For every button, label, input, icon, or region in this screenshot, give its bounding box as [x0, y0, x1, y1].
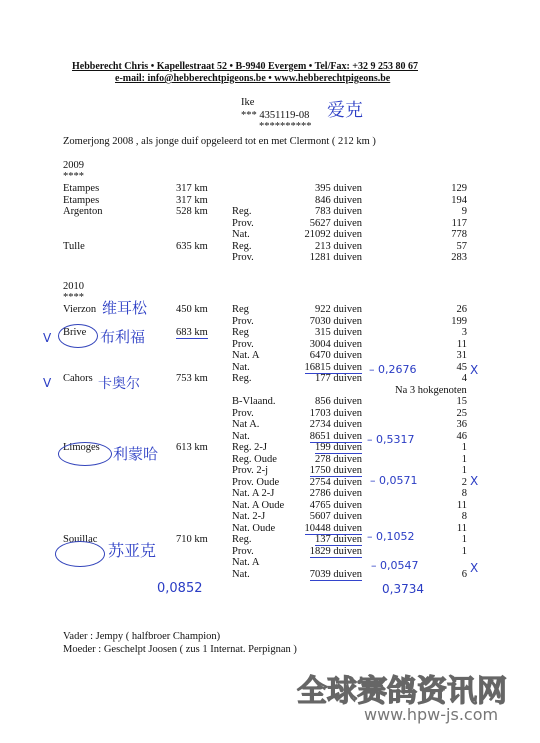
x-mark-3: X	[470, 561, 479, 575]
handwritten-limoges: 利蒙哈	[113, 445, 159, 463]
result-km: 528 km	[176, 206, 208, 217]
result-count: 315 duiven	[315, 327, 362, 338]
result-cat: Nat. A Oude	[232, 499, 285, 511]
x-mark-1: X	[470, 363, 479, 377]
result-count: 2786 duiven	[309, 488, 362, 499]
result-rank: 11	[456, 499, 467, 511]
result-place: Etampes	[63, 194, 100, 206]
coef-limoges-oude: – 0,1052	[367, 530, 415, 543]
result-rank: 45	[456, 361, 467, 373]
check-mark-brive: V	[43, 331, 52, 345]
result-rank: 15	[456, 396, 467, 407]
bird-ring: *** 4351119-08	[241, 110, 310, 121]
result-place: Argenton	[63, 206, 103, 217]
result-cat: Reg.	[232, 373, 252, 384]
result-place: Vierzon	[63, 304, 97, 315]
result-rank: 1	[461, 534, 467, 545]
result-count: 2734 duiven	[309, 419, 362, 430]
result-km: 683 km	[176, 327, 208, 338]
result-rank: 2	[461, 476, 467, 488]
result-cat: Prov.	[232, 338, 254, 350]
result-count: 199 duiven	[315, 442, 362, 453]
intro-text: Zomerjong 2008 , als jonge duif opgeleerd tot en met Clermont ( 212 km )	[63, 136, 376, 147]
result-km: 317 km	[176, 183, 208, 194]
handwritten-brive: 布利福	[100, 328, 146, 346]
result-cat: B-Vlaand.	[232, 396, 276, 407]
result-rank: 8	[461, 511, 467, 522]
result-cat: Reg.	[232, 534, 252, 545]
result-rank: 11	[456, 338, 467, 350]
result-count: 1281 duiven	[309, 252, 362, 263]
result-km: 635 km	[176, 240, 208, 252]
result-cat: Prov.	[232, 252, 254, 263]
coef-souillac-nat: 0,3734	[382, 582, 424, 596]
result-rank: 36	[456, 419, 467, 430]
coef-limoges: – 0,0571	[370, 474, 418, 487]
result-rank: 9	[461, 206, 467, 217]
result-count: 16815 duiven	[304, 361, 362, 373]
result-count: 213 duiven	[315, 240, 362, 252]
handwritten-bird-name: 爱克	[327, 100, 363, 121]
coef-cahors: – 0,5317	[367, 433, 415, 446]
result-cat: Prov.	[232, 545, 254, 557]
header-line-2: e-mail: info@hebberechtpigeons.be • www.hebberechtpigeons.be	[115, 73, 391, 84]
result-cat: Nat. A	[232, 557, 260, 568]
result-rank: 57	[456, 240, 467, 252]
result-cat: Nat. Oude	[232, 522, 276, 534]
circle-limoges	[58, 442, 112, 466]
result-count: 278 duiven	[315, 453, 362, 465]
watermark-title: 全球赛鸽资讯网	[297, 674, 507, 709]
result-count: 395 duiven	[315, 183, 362, 194]
result-rank: 8	[461, 488, 467, 499]
result-cat: Reg.	[232, 206, 252, 217]
result-count: 10448 duiven	[304, 522, 362, 534]
result-count: 846 duiven	[315, 194, 362, 206]
result-count: 8651 duiven	[309, 430, 362, 442]
year-2009: 2009	[63, 160, 84, 171]
result-cat: Reg. 2-J	[232, 442, 267, 453]
coef-souillac-prov: – 0,0547	[371, 559, 419, 572]
result-cat: Nat. 2-J	[232, 511, 266, 522]
moeder-line: Moeder : Geschelpt Joosen ( zus 1 Internat. Perpignan )	[63, 644, 297, 655]
result-count: 1829 duiven	[309, 545, 362, 557]
result-cat: Prov.	[232, 315, 254, 327]
circle-souillac	[55, 541, 105, 567]
result-rank: 6	[461, 568, 467, 580]
result-count: 7030 duiven	[309, 315, 362, 327]
bird-name: Ike	[241, 97, 255, 108]
result-km: 613 km	[176, 442, 208, 453]
result-count: 5627 duiven	[309, 217, 362, 229]
result-rank: 1	[461, 545, 467, 557]
result-count: 783 duiven	[315, 206, 362, 217]
result-rank: 4	[461, 373, 467, 384]
result-km: 710 km	[176, 534, 208, 545]
result-rank: 31	[456, 350, 467, 361]
result-count: 922 duiven	[315, 304, 362, 315]
result-cat: Reg.	[232, 240, 252, 252]
x-mark-2: X	[470, 474, 479, 488]
result-place: Etampes	[63, 183, 100, 194]
result-count: 5607 duiven	[309, 511, 362, 522]
result-rank: 1	[461, 465, 467, 476]
result-place: Souillac	[63, 534, 98, 545]
result-rank: 1	[461, 442, 467, 453]
result-rank: 25	[456, 407, 467, 419]
result-count: Na 3 hokgenoten	[395, 384, 467, 396]
coef-souillac-left: 0,0852	[157, 581, 203, 596]
result-place: Brive	[63, 327, 87, 338]
coef-brive: – 0,2676	[369, 363, 417, 376]
result-cat: Nat.	[232, 361, 250, 373]
result-count: 7039 duiven	[309, 568, 362, 580]
header-line-1: Hebberecht Chris • Kapellestraat 52 • B-9940 Evergem • Tel/Fax: +32 9 253 80 67	[72, 61, 418, 72]
result-rank: 117	[451, 217, 467, 229]
result-rank: 26	[456, 304, 467, 315]
result-place: Limoges	[63, 442, 100, 453]
handwritten-cahors: 卡奥尔	[98, 376, 140, 392]
result-count: 4765 duiven	[309, 499, 362, 511]
result-rank: 3	[461, 327, 467, 338]
result-cat: Nat.	[232, 568, 250, 580]
result-count: 6470 duiven	[309, 350, 362, 361]
result-count: 3004 duiven	[309, 338, 362, 350]
result-rank: 283	[451, 252, 467, 263]
watermark-url: www.hpw-js.com	[364, 705, 499, 724]
result-count: 1703 duiven	[309, 407, 362, 419]
result-rank: 778	[451, 229, 467, 240]
handwritten-vierzon: 维耳松	[102, 299, 148, 317]
result-place: Cahors	[63, 373, 93, 384]
result-cat: Nat. A	[232, 350, 260, 361]
handwritten-souillac: 苏亚克	[108, 541, 157, 560]
result-rank: 194	[451, 194, 467, 206]
result-cat: Prov.	[232, 407, 254, 419]
year-2010-stars: ****	[63, 292, 84, 303]
vader-line: Vader : Jempy ( halfbroer Champion)	[63, 631, 221, 642]
result-cat: Reg. Oude	[232, 453, 277, 465]
result-count: 21092 duiven	[304, 229, 362, 240]
result-place: Tulle	[63, 240, 85, 252]
result-cat: Nat. A 2-J	[232, 488, 275, 499]
result-count: 2754 duiven	[309, 476, 362, 488]
result-rank: 1	[461, 453, 467, 465]
year-2009-stars: ****	[63, 171, 84, 182]
circle-brive	[58, 324, 98, 348]
bird-stars: **********	[259, 121, 312, 132]
result-km: 450 km	[176, 304, 208, 315]
result-cat: Nat A.	[232, 419, 260, 430]
result-cat: Reg	[232, 304, 249, 315]
result-km: 753 km	[176, 373, 208, 384]
result-rank: 11	[456, 522, 467, 534]
check-mark-cahors: V	[43, 376, 52, 390]
result-cat: Prov.	[232, 217, 254, 229]
result-cat: Prov. Oude	[232, 476, 280, 488]
result-count: 177 duiven	[315, 373, 362, 384]
result-count: 137 duiven	[315, 534, 362, 545]
result-count: 856 duiven	[315, 396, 362, 407]
result-cat: Nat.	[232, 430, 250, 442]
result-cat: Prov. 2-j	[232, 465, 269, 476]
result-rank: 129	[451, 183, 467, 194]
result-rank: 199	[451, 315, 467, 327]
result-cat: Nat.	[232, 229, 250, 240]
result-cat: Reg	[232, 327, 249, 338]
year-2010: 2010	[63, 281, 84, 292]
result-rank: 46	[456, 430, 467, 442]
result-count: 1750 duiven	[309, 465, 362, 476]
result-km: 317 km	[176, 194, 208, 206]
